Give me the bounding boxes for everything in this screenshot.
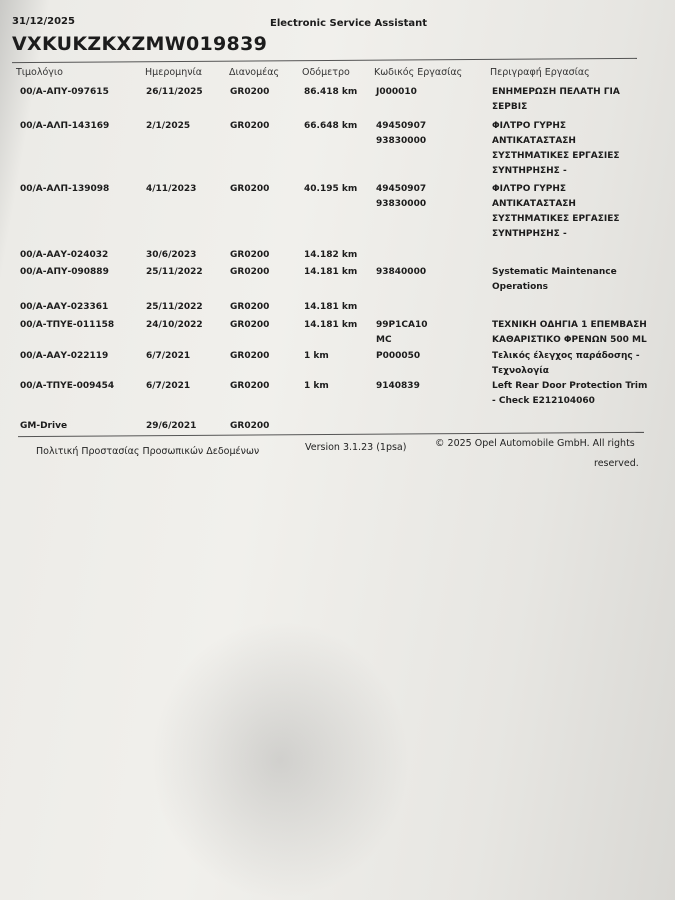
table-row [0, 419, 675, 431]
print-date: 31/12/2025 [12, 16, 75, 27]
job-description-line: Τεχνολογία [492, 366, 549, 376]
table-row [0, 119, 675, 176]
odometer-reading: 40.195 km [304, 184, 358, 194]
job-description-line: ΑΝΤΙΚΑΤΑΣΤΑΣΗ [492, 136, 576, 146]
odometer-reading: 14.181 km [304, 267, 358, 277]
table-row [0, 265, 675, 292]
service-date: 25/11/2022 [146, 302, 203, 312]
dealer-code: GR0200 [230, 351, 270, 361]
service-date: 6/7/2021 [146, 381, 191, 391]
job-description-line: ΣΥΣΤΗΜΑΤΙΚΕΣ ΕΡΓΑΣΙΕΣ [492, 151, 620, 161]
vin-number: VXKUKZKXZMW019839 [12, 33, 268, 55]
column-header-invoice: Τιμολόγιο [16, 67, 63, 78]
job-description-line: Operations [492, 282, 549, 292]
column-header-job-code: Κωδικός Εργασίας [374, 67, 463, 78]
invoice-number: 00/Α-ΑΛΠ-143169 [20, 121, 110, 131]
job-description-line: ΤΕΧΝΙΚΗ ΟΔΗΓΙΑ 1 ΕΠΕΜΒΑΣΗ [492, 320, 647, 330]
job-description-line: ΦΙΛΤΡΟ ΓΥΡΗΣ [492, 121, 567, 131]
dealer-code: GR0200 [230, 87, 270, 97]
odometer-reading: 14.182 km [304, 250, 358, 260]
odometer-reading: 14.181 km [304, 302, 358, 312]
dealer-code: GR0200 [230, 121, 270, 131]
invoice-number: 00/Α-ΑΑΥ-024032 [20, 250, 109, 260]
job-description-line: ΦΙΛΤΡΟ ΓΥΡΗΣ [492, 184, 567, 194]
footer-divider [18, 432, 644, 437]
table-row [0, 182, 675, 239]
job-code: 49450907 [376, 121, 427, 131]
report-title: Electronic Service Assistant [270, 18, 428, 29]
job-code: 93830000 [376, 199, 427, 209]
invoice-number: 00/Α-ΑΠΥ-090889 [20, 267, 109, 277]
odometer-reading: 14.181 km [304, 320, 358, 330]
header-divider [12, 58, 637, 63]
table-row [0, 318, 675, 345]
job-description-line: ΑΝΤΙΚΑΤΑΣΤΑΣΗ [492, 199, 576, 209]
job-description-line: - Check E212104060 [492, 396, 595, 406]
dealer-code: GR0200 [230, 421, 270, 431]
job-code: 93830000 [376, 136, 427, 146]
service-date: 29/6/2021 [146, 421, 197, 431]
job-description-line: ΣΕΡΒΙΣ [492, 102, 528, 112]
dealer-code: GR0200 [230, 381, 270, 391]
invoice-number: 00/Α-ΑΛΠ-139098 [20, 184, 110, 194]
job-description-line: Left Rear Door Protection Trim [492, 381, 648, 391]
service-date: 24/10/2022 [146, 320, 203, 330]
job-code: MC [376, 335, 392, 345]
table-row [0, 248, 675, 260]
job-description-line: ΣΥΣΤΗΜΑΤΙΚΕΣ ΕΡΓΑΣΙΕΣ [492, 214, 620, 224]
invoice-number: 00/Α-ΑΑΥ-023361 [20, 302, 109, 312]
copyright-text-continued: reserved. [594, 458, 639, 469]
invoice-number: 00/Α-ΑΑΥ-022119 [20, 351, 109, 361]
job-code: 93840000 [376, 267, 427, 277]
odometer-reading: 1 km [304, 351, 329, 361]
job-description-line: ΕΝΗΜΕΡΩΣΗ ΠΕΛΑΤΗ ΓΙΑ [492, 87, 620, 97]
column-header-job-description: Περιγραφή Εργασίας [490, 67, 590, 78]
job-description-line: ΣΥΝΤΗΡΗΣΗΣ - [492, 229, 567, 239]
column-header-date: Ημερομηνία [145, 67, 203, 78]
column-header-dealer: Διανομέας [229, 67, 280, 78]
dealer-code: GR0200 [230, 184, 270, 194]
privacy-policy-link[interactable]: Πολιτική Προστασίας Προσωπικών Δεδομένων [36, 446, 260, 457]
invoice-number: 00/Α-ΤΠΥΕ-009454 [20, 381, 115, 391]
job-code: P000050 [376, 351, 421, 361]
photo-shadow [150, 620, 410, 900]
service-date: 30/6/2023 [146, 250, 197, 260]
invoice-number: 00/Α-ΤΠΥΕ-011158 [20, 320, 115, 330]
copyright-text: © 2025 Opel Automobile GmbH. All rights [435, 438, 635, 449]
dealer-code: GR0200 [230, 267, 270, 277]
invoice-number: 00/Α-ΑΠΥ-097615 [20, 87, 109, 97]
service-date: 4/11/2023 [146, 184, 197, 194]
job-description-line: ΣΥΝΤΗΡΗΣΗΣ - [492, 166, 567, 176]
table-row [0, 379, 675, 406]
job-code: 99P1CA10 [376, 320, 428, 330]
column-header-odometer: Οδόμετρο [302, 67, 350, 78]
invoice-number: GM-Drive [20, 421, 68, 431]
job-code: 49450907 [376, 184, 427, 194]
service-date: 2/1/2025 [146, 121, 191, 131]
version-label: Version 3.1.23 (1psa) [305, 442, 407, 453]
job-code: 9140839 [376, 381, 420, 391]
dealer-code: GR0200 [230, 320, 270, 330]
dealer-code: GR0200 [230, 302, 270, 312]
table-row [0, 300, 675, 312]
odometer-reading: 86.418 km [304, 87, 358, 97]
service-date: 25/11/2022 [146, 267, 203, 277]
odometer-reading: 1 km [304, 381, 329, 391]
odometer-reading: 66.648 km [304, 121, 358, 131]
service-date: 26/11/2025 [146, 87, 203, 97]
job-description-line: Systematic Maintenance [492, 267, 617, 277]
job-description-line: Τελικός έλεγχος παράδοσης - [492, 351, 640, 361]
dealer-code: GR0200 [230, 250, 270, 260]
job-code: J000010 [376, 87, 417, 97]
table-row [0, 85, 675, 112]
table-row [0, 349, 675, 376]
job-description-line: ΚΑΘΑΡΙΣΤΙΚΟ ΦΡΕΝΩΝ 500 ML [492, 335, 647, 345]
service-date: 6/7/2021 [146, 351, 191, 361]
